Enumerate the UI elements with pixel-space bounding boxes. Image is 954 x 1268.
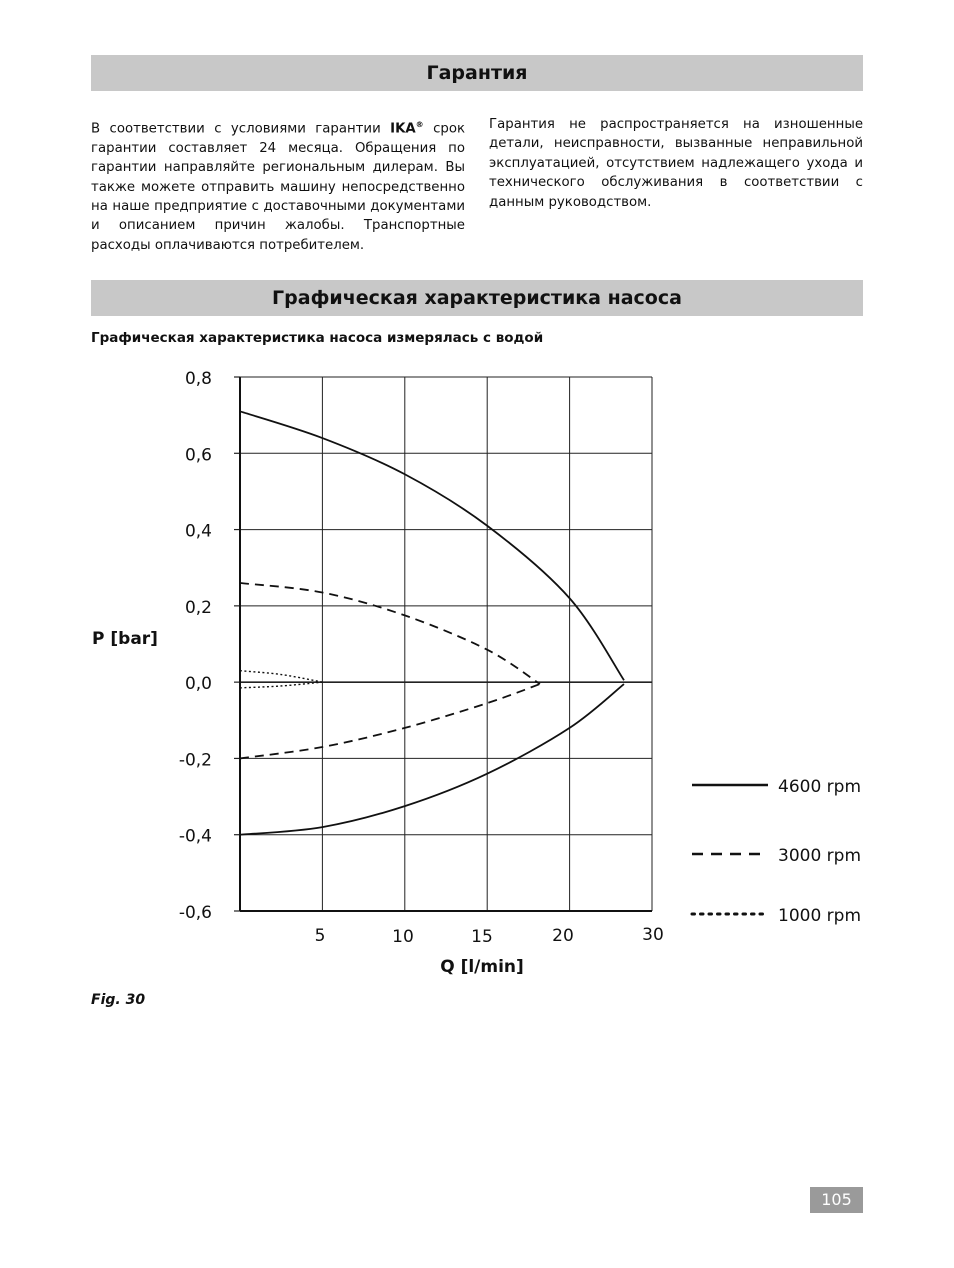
x-tick-label: 10 — [392, 927, 414, 947]
legend-label: 3000 rpm — [778, 846, 862, 866]
pump-subtitle: Графическая характеристика насоса измерялась с водой — [91, 330, 544, 346]
figure-label: Fig. 30 — [91, 992, 146, 1008]
x-tick-label: 30 — [642, 925, 664, 945]
y-tick-label: 0,6 — [184, 445, 212, 466]
series-3000-rpm-positive-curve — [240, 583, 540, 684]
warranty-text-right: Гарантия не распространяется на изношенные детали, неисправности, вызванные неправильной эксплуатацией, отсутствием надлежащего ухода и технического обслуживания в соответствии с данным руководством. — [489, 117, 863, 210]
legend-label: 4600 rpm — [778, 777, 862, 797]
registered-mark: ® — [415, 120, 424, 129]
warranty-text-left-end: срок гарантии составляет 24 месяца. Обращения по гарантии направляйте региональным дилерам. Вы также можете отправить машину непосредственно на наше предприятие с доставочными документами и описанием причин жалобы. Транспортные расходы оплачиваются потребителем. — [91, 121, 465, 253]
series-1000-rpm-positive-curve — [240, 671, 322, 682]
series-3000-rpm-negative-curve — [240, 684, 540, 758]
x-axis-label: Q [l/min] — [440, 957, 524, 977]
pump-heading: Графическая характеристика насоса — [91, 280, 863, 316]
legend-label: 1000 rpm — [778, 906, 862, 926]
series-4600-rpm-positive-curve — [240, 411, 624, 680]
series-1000-rpm-negative-curve — [240, 682, 322, 688]
y-tick-label: -0,4 — [178, 826, 212, 847]
x-tick-label: 20 — [552, 926, 574, 946]
warranty-text-left-start: В соответствии с условиями гарантии — [91, 121, 391, 137]
ika-brand: IKA — [390, 121, 416, 137]
x-tick-label: 5 — [314, 926, 326, 946]
y-axis-label: P [bar] — [92, 629, 158, 649]
x-tick-label: 15 — [471, 927, 493, 947]
y-tick-label: 0,4 — [184, 521, 212, 542]
y-tick-label: 0,0 — [184, 674, 212, 695]
warranty-heading: Гарантия — [91, 55, 863, 91]
page-number: 105 — [810, 1187, 863, 1213]
series-4600-rpm-negative-curve — [240, 684, 624, 835]
y-tick-label: 0,8 — [184, 369, 212, 389]
y-tick-label: -0,2 — [178, 750, 212, 771]
y-tick-label: 0,2 — [184, 597, 212, 618]
y-tick-label: -0,6 — [178, 903, 212, 923]
